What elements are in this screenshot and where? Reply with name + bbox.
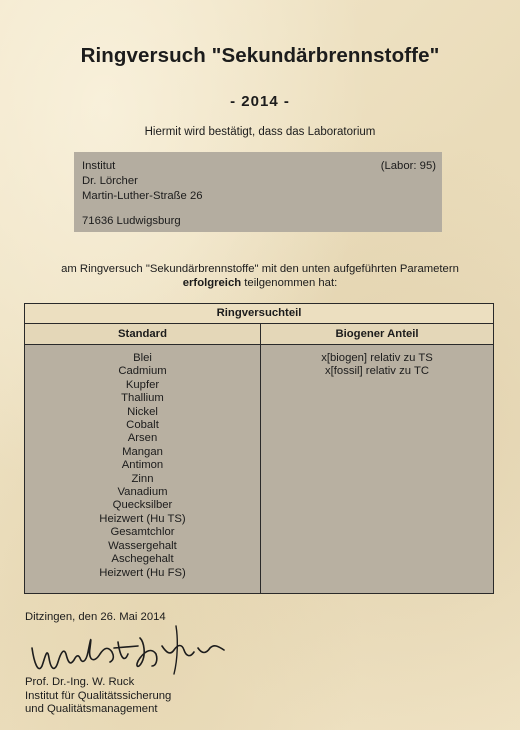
standard-parameter-item: Vanadium bbox=[117, 486, 168, 499]
confirmation-text: Hiermit wird bestätigt, dass das Laboratorium bbox=[144, 126, 376, 138]
standard-parameter-item: Cobalt bbox=[126, 419, 159, 432]
column-header-biogen: Biogener Anteil bbox=[261, 324, 493, 345]
standard-parameter-item: Arsen bbox=[127, 432, 158, 445]
standard-parameter-item: Zinn bbox=[131, 472, 154, 485]
certificate-year: - 2014 - bbox=[230, 93, 290, 110]
standard-parameter-item: Thallium bbox=[121, 392, 164, 405]
signer-block bbox=[25, 676, 171, 717]
standard-parameter-list bbox=[25, 352, 260, 580]
signer-name: Prof. Dr.-Ing. W. Ruck bbox=[25, 676, 135, 688]
participation-line-2 bbox=[0, 276, 520, 290]
success-emphasis: erfolgreich bbox=[182, 277, 242, 289]
standard-parameter-item: Heizwert (Hu TS) bbox=[99, 512, 186, 525]
standard-parameter-item: Wassergehalt bbox=[108, 539, 177, 552]
standard-parameter-item: Kupfer bbox=[125, 378, 160, 391]
standard-parameter-item: Mangan bbox=[122, 445, 163, 458]
participation-line-1: am Ringversuch "Sekundärbrennstoffe" mit den unten aufgeführten Parametern bbox=[61, 263, 459, 275]
standard-parameter-item: Antimon bbox=[121, 459, 164, 472]
address-lab-id: (Labor: 95) bbox=[380, 160, 436, 172]
participation-text bbox=[0, 262, 520, 290]
participation-line-2-rest: teilgenommen hat: bbox=[241, 277, 338, 289]
standard-parameter-item: Heizwert (Hu FS) bbox=[99, 566, 186, 579]
table-header: Ringversuchteil bbox=[25, 304, 493, 324]
standard-parameter-item: Aschegehalt bbox=[111, 553, 174, 566]
standard-parameter-item: Nickel bbox=[127, 405, 158, 418]
standard-parameter-item: Gesamtchlor bbox=[110, 526, 175, 539]
place-date: Ditzingen, den 26. Mai 2014 bbox=[25, 611, 166, 623]
certificate-title: Ringversuch "Sekundärbrennstoffe" bbox=[80, 44, 440, 67]
signer-institute-line-1: Institut für Qualitätssicherung bbox=[25, 689, 172, 702]
handwritten-signature bbox=[28, 618, 228, 680]
biogen-parameter-list bbox=[261, 352, 493, 379]
column-divider bbox=[260, 344, 261, 593]
biogen-parameter-item: x[fossil] relativ zu TC bbox=[325, 365, 429, 378]
address-name: Dr. Lörcher bbox=[82, 175, 138, 187]
signer-institute-line-2: und Qualitätsmanagement bbox=[25, 703, 158, 715]
column-header-standard: Standard bbox=[25, 324, 261, 345]
laboratory-address-box bbox=[74, 152, 442, 232]
standard-parameter-item: Quecksilber bbox=[112, 499, 173, 512]
parameter-table bbox=[24, 303, 494, 594]
address-street: Martin-Luther-Straße 26 bbox=[82, 190, 203, 202]
standard-parameter-item: Blei bbox=[133, 352, 152, 364]
standard-parameter-item: Cadmium bbox=[118, 365, 167, 378]
biogen-parameter-item: x[biogen] relativ zu TS bbox=[321, 352, 433, 364]
address-city: 71636 Ludwigsburg bbox=[82, 215, 181, 227]
address-institution: Institut bbox=[82, 160, 116, 172]
